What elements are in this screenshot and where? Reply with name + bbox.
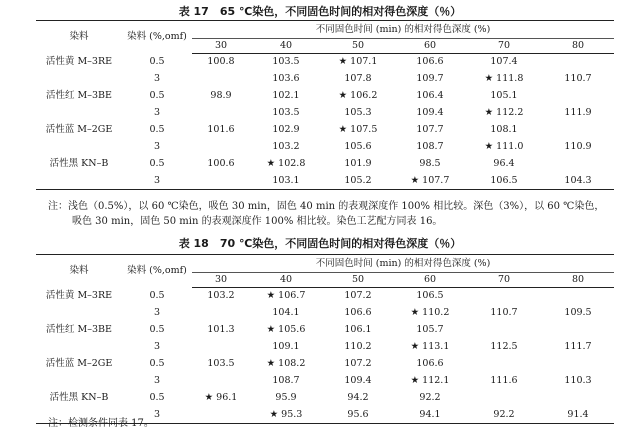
table18-header-time: 60 xyxy=(394,273,466,288)
depth-value-cell: 92.2 xyxy=(419,392,441,403)
table18-header-group: 不同固色时间 (min) 的相对得色深度 (%) xyxy=(192,255,614,273)
table17-header-time: 50 xyxy=(322,39,394,54)
dye-amount-cell: 3 xyxy=(153,341,161,352)
depth-value-cell: 107.7 xyxy=(416,124,444,135)
depth-value-cell: 107.2 xyxy=(344,290,372,302)
depth-value-cell: 109.5 xyxy=(564,307,592,318)
depth-value-cell: 98.5 xyxy=(419,158,441,169)
depth-value-cell: 103.1 xyxy=(250,173,322,190)
dye-amount-cell: 0.5 xyxy=(149,124,165,135)
depth-value-cell xyxy=(466,288,542,305)
table-row xyxy=(36,173,614,190)
depth-value-cell: ★ 111.8 xyxy=(484,73,524,84)
depth-value-cell: 110.9 xyxy=(564,141,592,152)
depth-value-cell xyxy=(542,390,614,407)
dye-amount-cell: 0.5 xyxy=(149,392,165,403)
depth-value-cell: 100.6 xyxy=(207,158,235,169)
table18-header-time: 80 xyxy=(542,273,614,288)
depth-value-cell: 96.4 xyxy=(493,158,515,169)
depth-value-cell: 111.7 xyxy=(564,341,592,352)
depth-value-cell: 104.3 xyxy=(542,173,614,190)
table17-header-time: 70 xyxy=(466,39,542,54)
depth-value-cell: ★ 107.7 xyxy=(394,173,466,190)
table18-header-time: 30 xyxy=(192,273,250,288)
table-row xyxy=(36,305,614,322)
depth-value-cell xyxy=(542,288,614,305)
dye-amount-cell: 0.5 xyxy=(149,324,165,335)
table17-header-dye: 染料 xyxy=(36,21,122,54)
table17-header-amount: 染料 (%,omf) xyxy=(122,21,192,54)
dye-name-cell xyxy=(36,105,122,122)
depth-value-cell: 103.5 xyxy=(272,56,300,68)
dye-amount-cell: 3 xyxy=(153,307,161,318)
depth-value-cell: 107.8 xyxy=(344,73,372,84)
table17 xyxy=(36,20,614,190)
table-row xyxy=(36,156,614,173)
table17-note-line2: 吸色 30 min，固色 50 min 的表观深度作 100% 相比较。染色工艺配方同表 16。 xyxy=(72,216,443,227)
table18-note: 注：检测条件同表 17。 xyxy=(48,418,154,429)
dye-name-cell: 活性黑 KN–B xyxy=(49,392,109,403)
depth-value-cell xyxy=(192,71,250,88)
depth-value-cell xyxy=(542,88,614,105)
dye-name-cell xyxy=(36,373,122,390)
depth-value-cell: 109.4 xyxy=(416,107,444,118)
dye-name-cell: 活性黑 KN–B xyxy=(49,158,109,169)
depth-value-cell xyxy=(542,156,614,173)
dye-name-cell xyxy=(36,305,122,322)
depth-value-cell: 106.4 xyxy=(416,90,444,101)
depth-value-cell: 103.2 xyxy=(207,290,235,302)
depth-value-cell: ★ 96.1 xyxy=(204,392,238,403)
dye-name-cell xyxy=(36,173,122,190)
depth-value-cell: 103.5 xyxy=(207,358,235,369)
depth-value-cell: 105.3 xyxy=(344,107,372,118)
table-row xyxy=(36,122,614,139)
depth-value-cell: 110.3 xyxy=(564,375,592,386)
depth-value-cell xyxy=(466,390,542,407)
dye-name-cell: 活性蓝 M–2GE xyxy=(45,124,113,135)
depth-value-cell: ★ 111.0 xyxy=(484,141,524,152)
depth-value-cell: ★ 110.2 xyxy=(410,307,450,318)
table-row xyxy=(36,288,614,305)
table-row xyxy=(36,88,614,105)
table-row xyxy=(36,356,614,373)
depth-value-cell: 108.7 xyxy=(272,375,300,386)
table-row xyxy=(36,390,614,407)
table18-header-time: 50 xyxy=(322,273,394,288)
depth-value-cell: 110.2 xyxy=(344,341,372,352)
depth-value-cell: 101.6 xyxy=(207,124,235,135)
depth-value-cell xyxy=(192,139,250,156)
dye-amount-cell: 3 xyxy=(153,141,161,152)
depth-value-cell: 100.8 xyxy=(207,56,235,68)
depth-value-cell: 103.2 xyxy=(272,141,300,152)
depth-value-cell: ★ 106.7 xyxy=(266,290,306,302)
dye-amount-cell: 0.5 xyxy=(149,158,165,169)
dye-amount-cell: 0.5 xyxy=(149,290,165,301)
depth-value-cell: ★ 113.1 xyxy=(410,341,450,352)
depth-value-cell: 104.1 xyxy=(272,307,300,318)
depth-value-cell: 95.6 xyxy=(322,407,394,424)
table-row xyxy=(36,139,614,156)
depth-value-cell xyxy=(542,54,614,71)
depth-value-cell: 107.4 xyxy=(490,56,518,68)
depth-value-cell xyxy=(542,122,614,139)
depth-value-cell: 102.9 xyxy=(272,124,300,135)
depth-value-cell xyxy=(192,305,250,322)
depth-value-cell: 105.2 xyxy=(322,173,394,190)
table18-header-dye: 染料 xyxy=(36,255,122,288)
depth-value-cell xyxy=(192,105,250,122)
table-row xyxy=(36,71,614,88)
table18-title: 表 18 70 ℃染色，不同固色时间的相对得色深度（％） xyxy=(178,237,462,250)
dye-amount-cell: 3 xyxy=(122,173,192,190)
depth-value-cell: 108.7 xyxy=(416,141,444,152)
table17-header-time: 60 xyxy=(394,39,466,54)
depth-value-cell: 106.6 xyxy=(416,358,444,369)
table-row xyxy=(36,339,614,356)
depth-value-cell: 106.1 xyxy=(344,324,372,335)
depth-value-cell: 106.5 xyxy=(416,290,444,302)
dye-amount-cell: 3 xyxy=(153,73,161,84)
depth-value-cell: ★ 105.6 xyxy=(266,324,306,335)
depth-value-cell: 106.6 xyxy=(344,307,372,318)
dye-amount-cell: 0.5 xyxy=(149,358,165,369)
dye-name-cell xyxy=(36,139,122,156)
depth-value-cell: 105.1 xyxy=(490,90,518,101)
depth-value-cell: 91.4 xyxy=(542,407,614,424)
depth-value-cell: 92.2 xyxy=(466,407,542,424)
depth-value-cell: 101.3 xyxy=(207,324,235,335)
depth-value-cell xyxy=(466,356,542,373)
depth-value-cell: 105.6 xyxy=(344,141,372,152)
depth-value-cell: 98.9 xyxy=(210,90,232,101)
dye-amount-cell: 3 xyxy=(153,107,161,118)
dye-amount-cell: 3 xyxy=(122,407,192,424)
depth-value-cell: 111.9 xyxy=(564,107,592,118)
depth-value-cell xyxy=(466,322,542,339)
depth-value-cell: 110.7 xyxy=(564,73,592,84)
depth-value-cell: 94.1 xyxy=(394,407,466,424)
depth-value-cell: ★ 106.2 xyxy=(338,90,378,101)
depth-value-cell: 107.2 xyxy=(344,358,372,369)
dye-name-cell xyxy=(36,339,122,356)
depth-value-cell: 101.9 xyxy=(344,158,372,169)
depth-value-cell: 106.6 xyxy=(416,56,444,68)
dye-name-cell xyxy=(36,71,122,88)
table18-header-time: 40 xyxy=(250,273,322,288)
table18-header-time: 70 xyxy=(466,273,542,288)
depth-value-cell: ★ 95.3 xyxy=(250,407,322,424)
depth-value-cell xyxy=(542,322,614,339)
table17-header-time: 30 xyxy=(192,39,250,54)
dye-name-cell: 活性红 M–3BE xyxy=(46,324,112,335)
table-row xyxy=(36,373,614,390)
depth-value-cell xyxy=(192,173,250,190)
table18 xyxy=(36,254,614,424)
depth-value-cell: 103.6 xyxy=(272,73,300,84)
dye-name-cell: 活性黄 M–3RE xyxy=(45,56,113,67)
dye-amount-cell: 0.5 xyxy=(149,90,165,101)
table17-title: 表 17 65 ℃染色，不同固色时间的相对得色深度（％） xyxy=(178,5,462,18)
depth-value-cell: 103.5 xyxy=(272,107,300,118)
table17-header-group: 不同固色时间 (min) 的相对得色深度 (%) xyxy=(192,21,614,39)
table17-header-time: 40 xyxy=(250,39,322,54)
table-row xyxy=(36,105,614,122)
dye-name-cell: 活性蓝 M–2GE xyxy=(45,358,113,369)
depth-value-cell: 110.7 xyxy=(490,307,518,318)
depth-value-cell: 109.4 xyxy=(344,375,372,386)
depth-value-cell xyxy=(192,407,250,424)
table17-header-time: 80 xyxy=(542,39,614,54)
depth-value-cell: 109.1 xyxy=(272,341,300,352)
depth-value-cell: 102.1 xyxy=(272,90,300,101)
depth-value-cell xyxy=(192,373,250,390)
dye-name-cell: 活性黄 M–3RE xyxy=(45,290,113,301)
depth-value-cell: 95.9 xyxy=(275,392,297,403)
depth-value-cell: 106.5 xyxy=(466,173,542,190)
depth-value-cell: ★ 107.5 xyxy=(338,124,378,135)
dye-amount-cell: 3 xyxy=(153,375,161,386)
depth-value-cell: 105.7 xyxy=(416,324,444,335)
table-row xyxy=(36,322,614,339)
depth-value-cell: 112.5 xyxy=(490,341,518,352)
depth-value-cell xyxy=(192,339,250,356)
depth-value-cell: ★ 102.8 xyxy=(266,158,306,169)
depth-value-cell: ★ 112.1 xyxy=(410,375,450,386)
dye-amount-cell: 0.5 xyxy=(149,56,165,67)
depth-value-cell xyxy=(542,356,614,373)
depth-value-cell: 108.1 xyxy=(490,124,518,135)
table-row xyxy=(36,54,614,71)
table18-header-amount: 染料 (%,omf) xyxy=(122,255,192,288)
depth-value-cell: 109.7 xyxy=(416,73,444,84)
dye-name-cell: 活性红 M–3BE xyxy=(46,90,112,101)
depth-value-cell: 111.6 xyxy=(490,375,518,386)
depth-value-cell: ★ 107.1 xyxy=(338,56,378,68)
table17-note-line1: 注：浅色（0.5%），以 60 ℃染色，吸色 30 min，固色 40 min 的表观深度作 100% 相比较。深色（3%），以 60 ℃染色， xyxy=(48,201,605,212)
depth-value-cell: ★ 108.2 xyxy=(266,358,306,369)
depth-value-cell: ★ 112.2 xyxy=(484,107,524,118)
depth-value-cell: 94.2 xyxy=(347,392,369,403)
